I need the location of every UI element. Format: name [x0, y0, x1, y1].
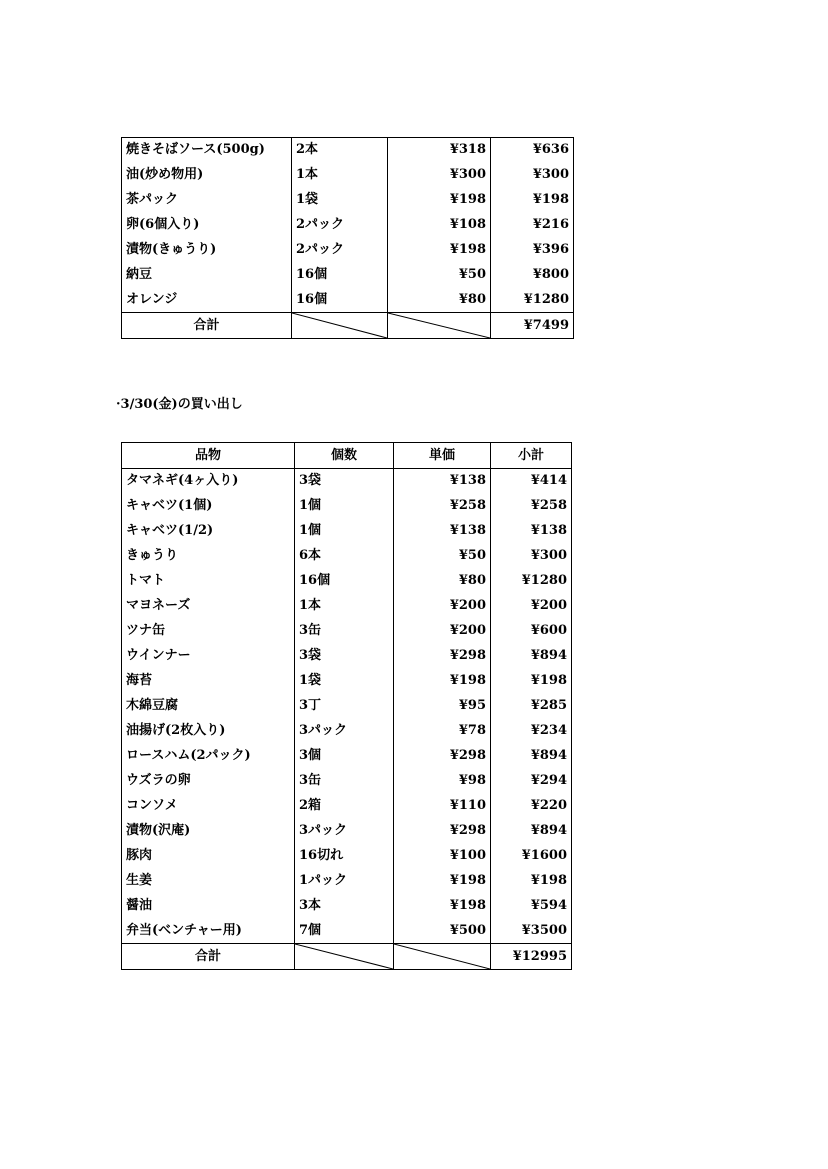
item-qty: 2パック: [292, 238, 388, 263]
table-row: [122, 288, 574, 313]
item-price: ¥198: [394, 669, 491, 694]
diagonal-line: [388, 313, 490, 338]
item-qty: 6本: [295, 544, 394, 569]
item-name: 醤油: [122, 894, 295, 919]
item-name: トマト: [122, 569, 295, 594]
item-price: ¥95: [394, 694, 491, 719]
item-subtotal: ¥200: [491, 594, 572, 619]
item-name: キャベツ(1個): [122, 494, 295, 519]
item-subtotal: ¥258: [491, 494, 572, 519]
item-subtotal: ¥198: [491, 869, 572, 894]
table-row: [122, 544, 572, 569]
item-price: ¥500: [394, 919, 491, 944]
table-row: [122, 263, 574, 288]
table-row: [122, 619, 572, 644]
table-row: [122, 769, 572, 794]
item-name: ロースハム(2パック): [122, 744, 295, 769]
item-subtotal: ¥300: [491, 163, 574, 188]
item-qty: 1袋: [295, 669, 394, 694]
item-subtotal: ¥220: [491, 794, 572, 819]
table-header: [122, 443, 572, 469]
item-qty: 3本: [295, 894, 394, 919]
header-row: [122, 443, 572, 469]
table-body: [122, 138, 574, 339]
item-subtotal: ¥894: [491, 644, 572, 669]
item-qty: 1個: [295, 494, 394, 519]
item-qty: 1個: [295, 519, 394, 544]
item-price: ¥80: [394, 569, 491, 594]
empty-slash-cell: [292, 313, 388, 339]
item-price: ¥198: [394, 894, 491, 919]
total-label: 合計: [122, 313, 292, 339]
item-name: コンソメ: [122, 794, 295, 819]
table-row: [122, 719, 572, 744]
item-name: ウズラの卵: [122, 769, 295, 794]
item-subtotal: ¥3500: [491, 919, 572, 944]
item-price: ¥80: [388, 288, 491, 313]
item-name: 油(炒め物用): [122, 163, 292, 188]
item-price: ¥138: [394, 469, 491, 494]
item-price: ¥300: [388, 163, 491, 188]
item-subtotal: ¥800: [491, 263, 574, 288]
item-subtotal: ¥300: [491, 544, 572, 569]
item-qty: 1本: [292, 163, 388, 188]
item-name: きゅうり: [122, 544, 295, 569]
section-heading: ·3/30(金)の買い出し: [116, 397, 243, 412]
item-name: タマネギ(4ヶ入り): [122, 469, 295, 494]
shopping-table-2: [121, 442, 572, 970]
item-subtotal: ¥1280: [491, 288, 574, 313]
item-subtotal: ¥894: [491, 819, 572, 844]
table-body: [122, 469, 572, 970]
item-qty: 3缶: [295, 619, 394, 644]
table-row: [122, 694, 572, 719]
item-name: キャベツ(1/2): [122, 519, 295, 544]
header-price: 単価: [394, 443, 491, 469]
table-row: [122, 644, 572, 669]
item-subtotal: ¥198: [491, 188, 574, 213]
item-price: ¥50: [394, 544, 491, 569]
item-price: ¥50: [388, 263, 491, 288]
item-qty: 16個: [292, 288, 388, 313]
item-name: 油揚げ(2枚入り): [122, 719, 295, 744]
table-row: [122, 569, 572, 594]
table-row: [122, 594, 572, 619]
item-name: ウインナー: [122, 644, 295, 669]
item-name: ツナ缶: [122, 619, 295, 644]
item-qty: 16切れ: [295, 844, 394, 869]
item-price: ¥98: [394, 769, 491, 794]
table-row: [122, 469, 572, 494]
item-name: 茶パック: [122, 188, 292, 213]
total-value: ¥7499: [491, 313, 574, 339]
item-qty: 3袋: [295, 644, 394, 669]
header-item: 品物: [122, 443, 295, 469]
empty-slash-cell: [388, 313, 491, 339]
item-price: ¥200: [394, 594, 491, 619]
item-subtotal: ¥234: [491, 719, 572, 744]
table-row: [122, 794, 572, 819]
item-qty: 1パック: [295, 869, 394, 894]
item-qty: 3個: [295, 744, 394, 769]
item-qty: 3丁: [295, 694, 394, 719]
diagonal-line: [394, 944, 490, 969]
table-row: [122, 213, 574, 238]
item-price: ¥108: [388, 213, 491, 238]
table-row: [122, 669, 572, 694]
item-subtotal: ¥138: [491, 519, 572, 544]
item-price: ¥110: [394, 794, 491, 819]
table-row: [122, 869, 572, 894]
header-subtotal: 小計: [491, 443, 572, 469]
item-qty: 16個: [292, 263, 388, 288]
item-qty: 2本: [292, 138, 388, 163]
item-price: ¥318: [388, 138, 491, 163]
item-name: 豚肉: [122, 844, 295, 869]
item-price: ¥200: [394, 619, 491, 644]
table-row: [122, 238, 574, 263]
item-subtotal: ¥414: [491, 469, 572, 494]
item-subtotal: ¥285: [491, 694, 572, 719]
item-subtotal: ¥294: [491, 769, 572, 794]
item-qty: 16個: [295, 569, 394, 594]
table-row: [122, 744, 572, 769]
item-name: オレンジ: [122, 288, 292, 313]
item-subtotal: ¥594: [491, 894, 572, 919]
item-name: 海苔: [122, 669, 295, 694]
total-row: [122, 313, 574, 339]
item-price: ¥100: [394, 844, 491, 869]
table-row: [122, 919, 572, 944]
item-subtotal: ¥396: [491, 238, 574, 263]
item-name: 漬物(きゅうり): [122, 238, 292, 263]
item-price: ¥298: [394, 819, 491, 844]
total-label: 合計: [122, 944, 295, 970]
item-qty: 3袋: [295, 469, 394, 494]
item-qty: 3缶: [295, 769, 394, 794]
item-qty: 7個: [295, 919, 394, 944]
item-subtotal: ¥600: [491, 619, 572, 644]
table-row: [122, 188, 574, 213]
table-row: [122, 163, 574, 188]
table-row: [122, 519, 572, 544]
item-qty: 1袋: [292, 188, 388, 213]
item-price: ¥298: [394, 644, 491, 669]
item-price: ¥258: [394, 494, 491, 519]
item-qty: 1本: [295, 594, 394, 619]
table-row: [122, 138, 574, 163]
item-name: 納豆: [122, 263, 292, 288]
shopping-table-1: [121, 137, 574, 339]
item-name: 木綿豆腐: [122, 694, 295, 719]
item-price: ¥198: [394, 869, 491, 894]
item-price: ¥298: [394, 744, 491, 769]
item-name: 卵(6個入り): [122, 213, 292, 238]
item-qty: 3パック: [295, 719, 394, 744]
total-value: ¥12995: [491, 944, 572, 970]
item-subtotal: ¥636: [491, 138, 574, 163]
item-name: 漬物(沢庵): [122, 819, 295, 844]
diagonal-line: [292, 313, 387, 338]
item-name: 弁当(ベンチャー用): [122, 919, 295, 944]
header-qty: 個数: [295, 443, 394, 469]
item-qty: 3パック: [295, 819, 394, 844]
item-name: マヨネーズ: [122, 594, 295, 619]
empty-slash-cell: [295, 944, 394, 970]
item-qty: 2箱: [295, 794, 394, 819]
table-row: [122, 844, 572, 869]
table-row: [122, 894, 572, 919]
item-subtotal: ¥1600: [491, 844, 572, 869]
diagonal-line: [295, 944, 393, 969]
total-row: [122, 944, 572, 970]
item-subtotal: ¥894: [491, 744, 572, 769]
table-row: [122, 494, 572, 519]
item-price: ¥138: [394, 519, 491, 544]
item-subtotal: ¥216: [491, 213, 574, 238]
item-name: 生姜: [122, 869, 295, 894]
item-price: ¥78: [394, 719, 491, 744]
item-name: 焼きそばソース(500g): [122, 138, 292, 163]
empty-slash-cell: [394, 944, 491, 970]
item-price: ¥198: [388, 188, 491, 213]
item-qty: 2パック: [292, 213, 388, 238]
table-row: [122, 819, 572, 844]
item-subtotal: ¥198: [491, 669, 572, 694]
item-subtotal: ¥1280: [491, 569, 572, 594]
item-price: ¥198: [388, 238, 491, 263]
